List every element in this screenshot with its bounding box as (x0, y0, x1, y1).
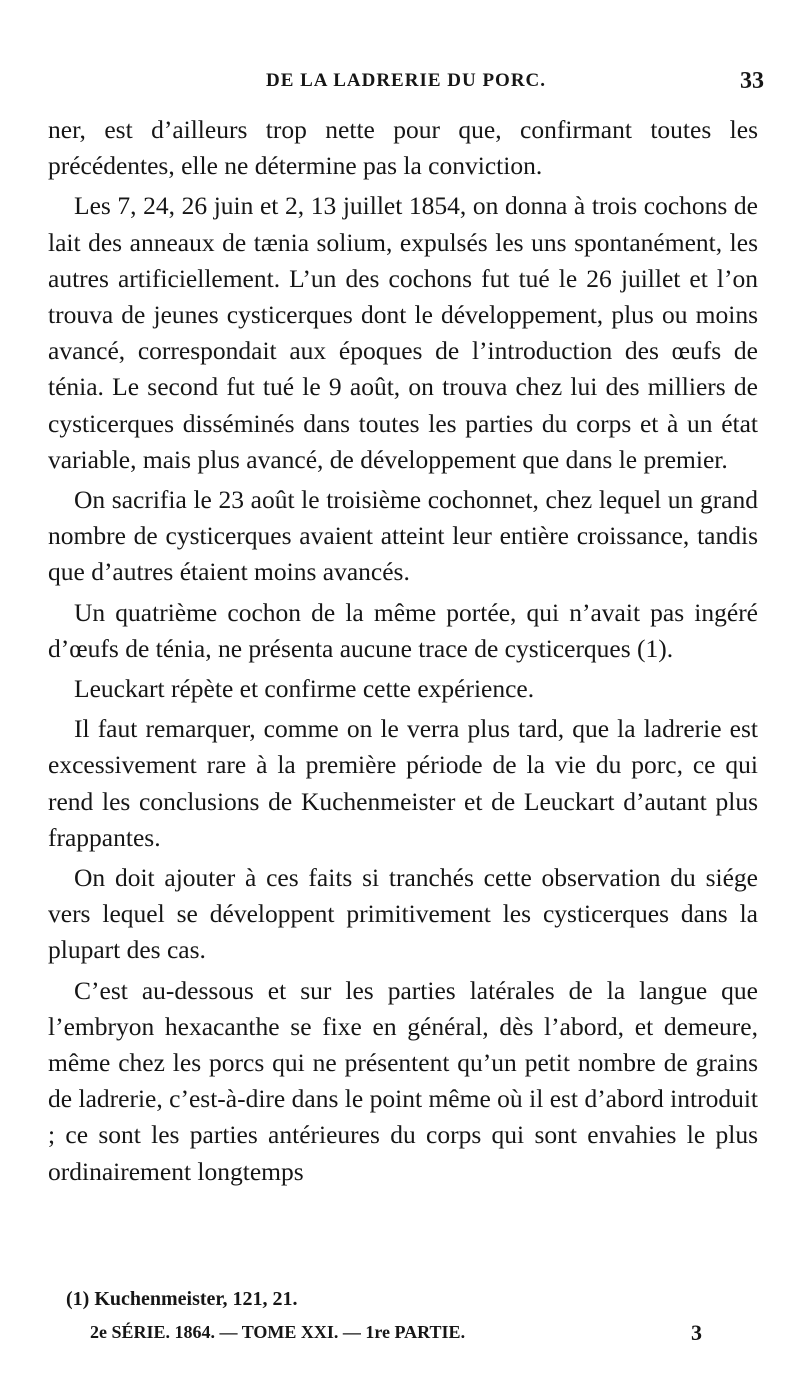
paragraph: C’est au-dessous et sur les parties latérales de la langue que l’embryon hexacanthe se fixe en général, dès l’abord, et demeure, même chez les porcs qui ne présentent qu’un petit nombre de grains de ladrerie, c’est-à-dire dans le point même où il est d’abord introduit ; ce sont les parties antérieures du corps qui sont envahies le plus ordinairement longtemps (48, 975, 758, 1186)
paragraph: Il faut remarquer, comme on le verra plus tard, que la ladrerie est excessivement rare à la première période de la vie du porc, ce qui rend les conclusions de Kuchenmeister et de Leuckart d’autant plus frappantes. (48, 714, 758, 852)
page-number: 33 (740, 68, 764, 94)
signature-line (90, 1322, 702, 1348)
page-header (48, 66, 764, 102)
paragraph: On doit ajouter à ces faits si tranchés cette observation du siége vers lequel se développent primitivement les cysticerques dans la plupart des cas. (48, 863, 758, 965)
footnote: (1) Kuchenmeister, 121, 21. (66, 1288, 298, 1310)
series-info: 2e SÉRIE. 1864. — TOME XXI. — 1re PARTIE. (90, 1322, 466, 1342)
paragraph: Leuckart répète et confirme cette expérience. (74, 674, 535, 704)
paragraph: On sacrifia le 23 août le troisième cochonnet, chez lequel un grand nombre de cysticerques avaient atteint leur entière croissance, tandis que d’autres étaient moins avancés. (48, 485, 758, 587)
paragraph: Les 7, 24, 26 juin et 2, 13 juillet 1854, on donna à trois cochons de lait des anneaux de tænia solium, expulsés les uns spontanément, les autres artificiellement. L’un des cochons fut tué le 26 juillet et l’on trouva de jeunes cysticerques dont le développement, plus ou moins avancé, correspondait aux époques de l’introduction des œufs de ténia. Le second fut tué le 9 août, on trouva chez lui des milliers de cysticerques disséminés dans toutes les parties du corps et à un état variable, mais plus avancé, de développement que dans le premier. (48, 191, 758, 474)
paragraph: Un quatrième cochon de la même portée, qui n’avait pas ingéré d’œufs de ténia, ne présenta aucune trace de cysticerques (1). (48, 597, 758, 663)
body-text (48, 112, 758, 1194)
signature-mark: 3 (691, 1320, 702, 1345)
paragraph: ner, est d’ailleurs trop nette pour que, confirmant toutes les précédentes, elle ne détermine pas la conviction. (48, 115, 758, 181)
running-title: DE LA LADRERIE DU PORC. (265, 70, 547, 91)
